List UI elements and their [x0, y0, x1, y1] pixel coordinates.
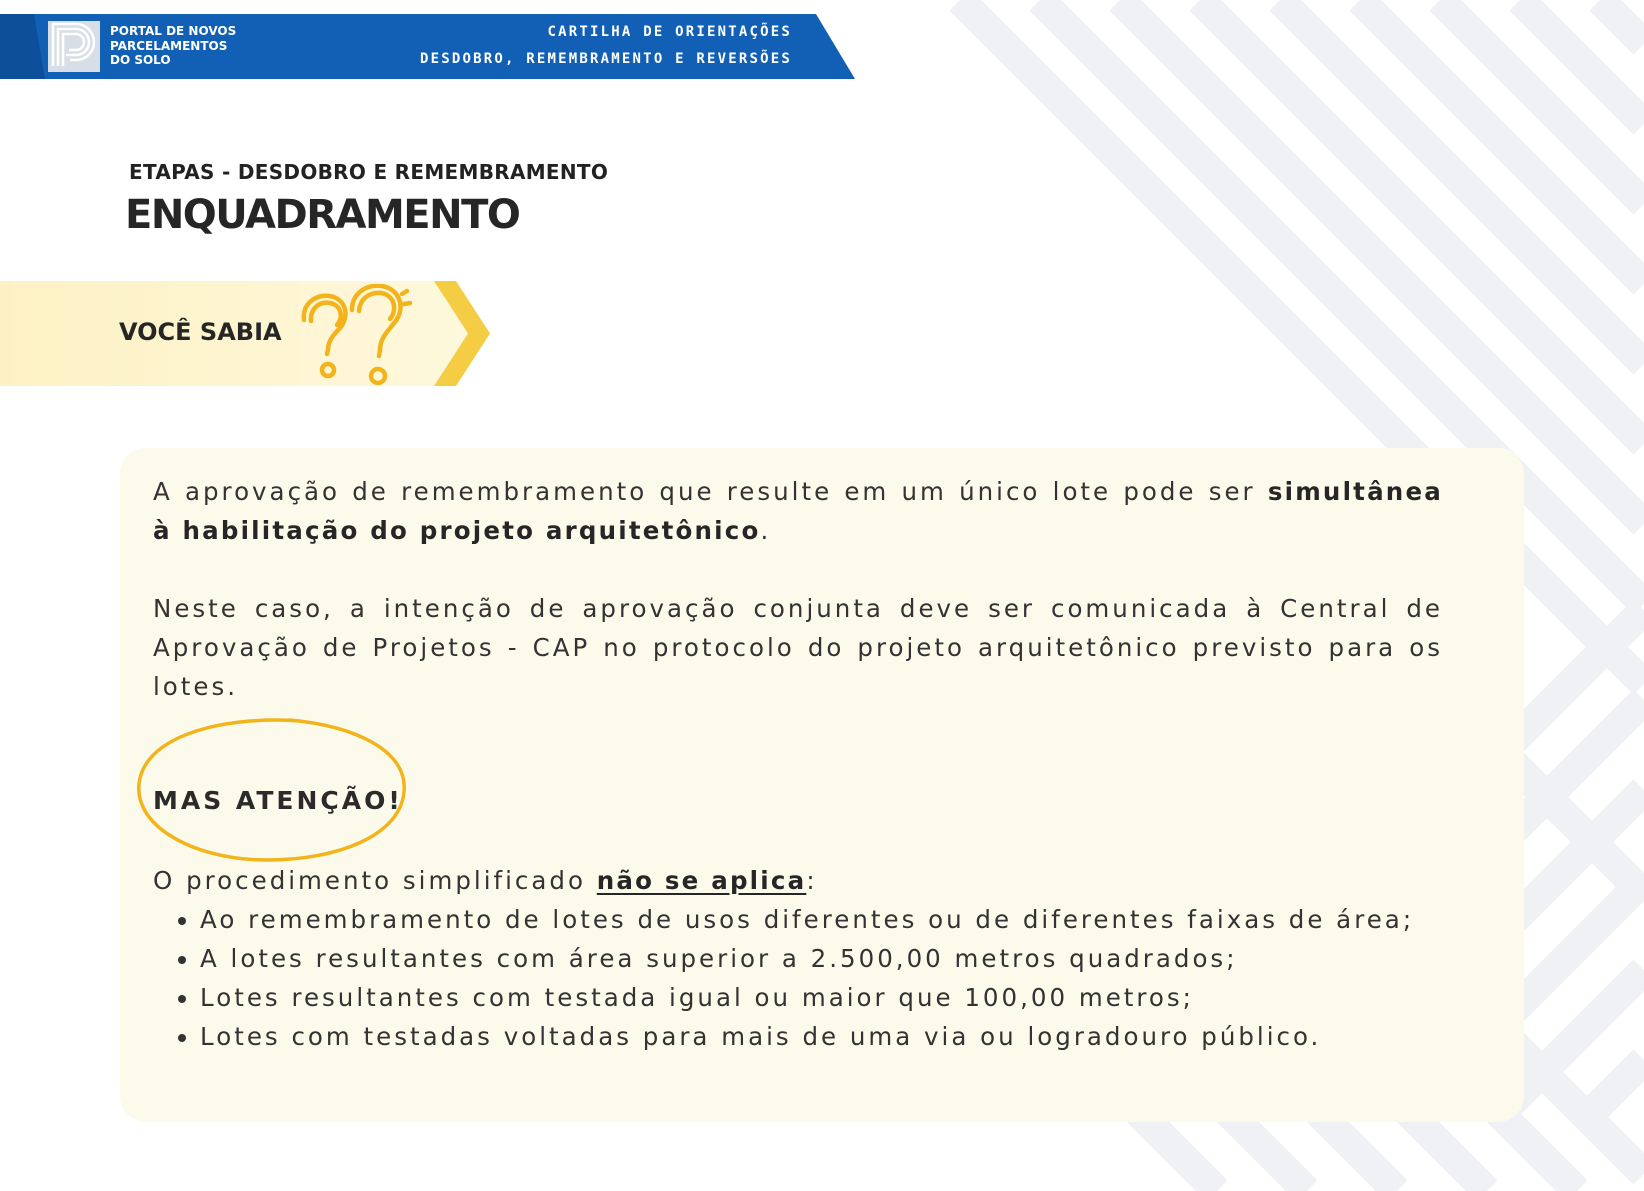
list-item: • Ao remembramento de lotes de usos diferentes ou de diferentes faixas de área; — [200, 900, 1443, 939]
attention-heading: MAS ATENÇÃO! — [153, 786, 403, 815]
list-item: • Lotes resultantes com testada igual ou maior que 100,00 metros; — [200, 978, 1443, 1017]
paragraph-not-applicable — [153, 861, 1443, 900]
list-item: • A lotes resultantes com área superior a 2.500,00 metros quadrados; — [200, 939, 1443, 978]
paragraph-approval-bold: simultânea à habilitação do projeto arquitetônico — [153, 477, 1443, 545]
section-eyebrow: ETAPAS - DESDOBRO E REMEMBRAMENTO — [129, 160, 609, 184]
question-marks-icon — [298, 284, 420, 390]
cartilha-title — [420, 19, 792, 73]
portal-name-line-2: PARCELAMENTOS — [110, 38, 228, 53]
paragraph-not-applicable-end: : — [806, 866, 818, 895]
portal-name-line-1: PORTAL DE NOVOS — [110, 24, 237, 38]
cartilha-line-2: DESDOBRO, REMEMBRAMENTO E REVERSÕES — [419, 51, 792, 67]
paragraph-joint-approval: Neste caso, a intenção de aprovação conjunta deve ser comunicada à Central de Aprovação de Projetos - CAP no protocolo do projeto arquitetônico previsto para os lotes. — [153, 594, 1443, 701]
portal-name-line-3: DO SOLO — [110, 53, 171, 67]
paragraph-approval-text: A aprovação de remembramento que resulte em um único lote pode ser — [153, 477, 1268, 506]
paragraph-not-applicable-text: O procedimento simplificado — [153, 866, 597, 895]
paragraph-approval-end: . — [760, 516, 772, 545]
portal-name — [110, 24, 236, 68]
cartilha-line-1: CARTILHA DE ORIENTAÇÕES — [547, 24, 792, 40]
exceptions-list — [153, 900, 1443, 1056]
sabia-label: VOCÊ SABIA — [119, 318, 282, 346]
portal-logo-icon — [48, 21, 100, 72]
page-title: ENQUADRAMENTO — [125, 192, 520, 238]
paragraph-approval — [153, 472, 1443, 550]
not-applicable-emphasis: não se aplica — [596, 866, 807, 895]
list-item: • Lotes com testadas voltadas para mais de uma via ou logradouro público. — [200, 1017, 1443, 1056]
